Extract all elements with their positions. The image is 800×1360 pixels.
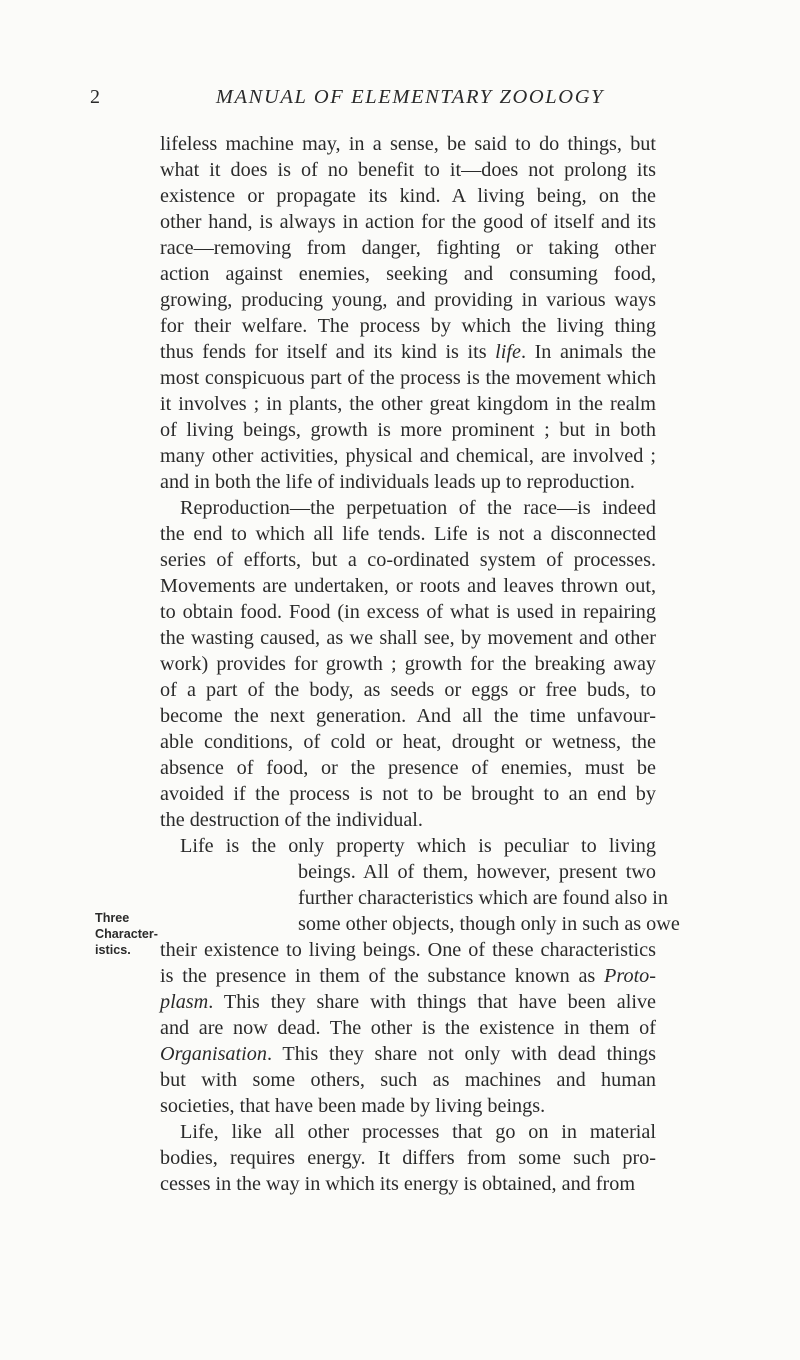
text-line: is the presence in them of the substance known as Proto- xyxy=(160,965,656,987)
margin-note-line: istics. xyxy=(95,943,131,957)
margin-note-line: Character- xyxy=(95,927,158,941)
text-line: Organisation. This they share not only with dead things xyxy=(160,1043,656,1065)
running-title: MANUAL OF ELEMENTARY ZOOLOGY xyxy=(215,86,605,108)
text-line: but with some others, such as machines and human xyxy=(160,1069,656,1091)
text-line: Movements are undertaken, or roots and leaves thrown out, xyxy=(160,575,656,597)
emphasis: plasm xyxy=(160,991,209,1013)
text-line: become the next generation. And all the time unfavour- xyxy=(160,705,656,727)
text-line: further characteristics which are found also in xyxy=(298,887,668,909)
text-line: lifeless machine may, in a sense, be said to do things, but xyxy=(160,133,656,155)
text-line: beings. All of them, however, present two xyxy=(298,861,656,883)
text-line: cesses in the way in which its energy is obtained, and from xyxy=(160,1173,636,1195)
emphasis: life xyxy=(495,341,521,363)
text-line: race—removing from danger, fighting or taking other xyxy=(160,237,656,259)
text-line: action against enemies, seeking and consuming food, xyxy=(160,263,656,285)
margin-note-line: Three xyxy=(95,911,130,925)
text-line: work) provides for growth ; growth for the breaking away xyxy=(160,653,656,675)
text-line: societies, that have been made by living beings. xyxy=(160,1095,546,1117)
text-line: other hand, is always in action for the good of itself and its xyxy=(160,211,656,233)
text-line: most conspicuous part of the process is the movement which xyxy=(160,367,656,389)
text-line: of a part of the body, as seeds or eggs or free buds, to xyxy=(160,679,656,701)
text-line: Life is the only property which is peculiar to living xyxy=(180,835,656,857)
text-line: the destruction of the individual. xyxy=(160,809,423,831)
text-line: able conditions, of cold or heat, drought or wetness, the xyxy=(160,731,656,753)
text-line: for their welfare. The process by which the living thing xyxy=(160,315,656,337)
page-number: 2 xyxy=(90,86,100,108)
text-line: many other activities, physical and chemical, are involved ; xyxy=(160,445,656,467)
text-line: to obtain food. Food (in excess of what is used in repairing xyxy=(160,601,656,623)
text-line: series of efforts, but a co-ordinated system of processes. xyxy=(160,549,656,571)
text-line: it involves ; in plants, the other great kingdom in the realm xyxy=(160,393,656,415)
text-line: growing, producing young, and providing in various ways xyxy=(160,289,656,311)
text-line: thus fends for itself and its kind is its life. In animals the xyxy=(160,341,656,363)
text-line: Reproduction—the perpetuation of the race—is indeed xyxy=(180,497,656,519)
text-line: their existence to living beings. One of these characteristics xyxy=(160,939,656,961)
text-line: what it does is of no benefit to it—does not prolong its xyxy=(160,159,656,181)
text-line: and are now dead. The other is the existence in them of xyxy=(160,1017,656,1039)
text-line: Life, like all other processes that go on in material xyxy=(180,1121,656,1143)
text-line: and in both the life of individuals leads up to reproduction. xyxy=(160,471,635,493)
emphasis: Organisation xyxy=(160,1043,267,1065)
page-header xyxy=(0,86,800,116)
margin-note xyxy=(95,910,157,958)
text-line: plasm. This they share with things that have been alive xyxy=(160,991,656,1013)
text-line: some other objects, though only in such as owe xyxy=(298,913,680,935)
text-line: absence of food, or the presence of enemies, must be xyxy=(160,757,656,779)
emphasis: Proto- xyxy=(604,965,656,987)
text-line: the wasting caused, as we shall see, by movement and other xyxy=(160,627,656,649)
text-line: avoided if the process is not to be brought to an end by xyxy=(160,783,656,805)
text-line: of living beings, growth is more prominent ; but in both xyxy=(160,419,656,441)
text-line: bodies, requires energy. It differs from some such pro- xyxy=(160,1147,656,1169)
text-line: the end to which all life tends. Life is not a disconnected xyxy=(160,523,656,545)
text-line: existence or propagate its kind. A living being, on the xyxy=(160,185,656,207)
